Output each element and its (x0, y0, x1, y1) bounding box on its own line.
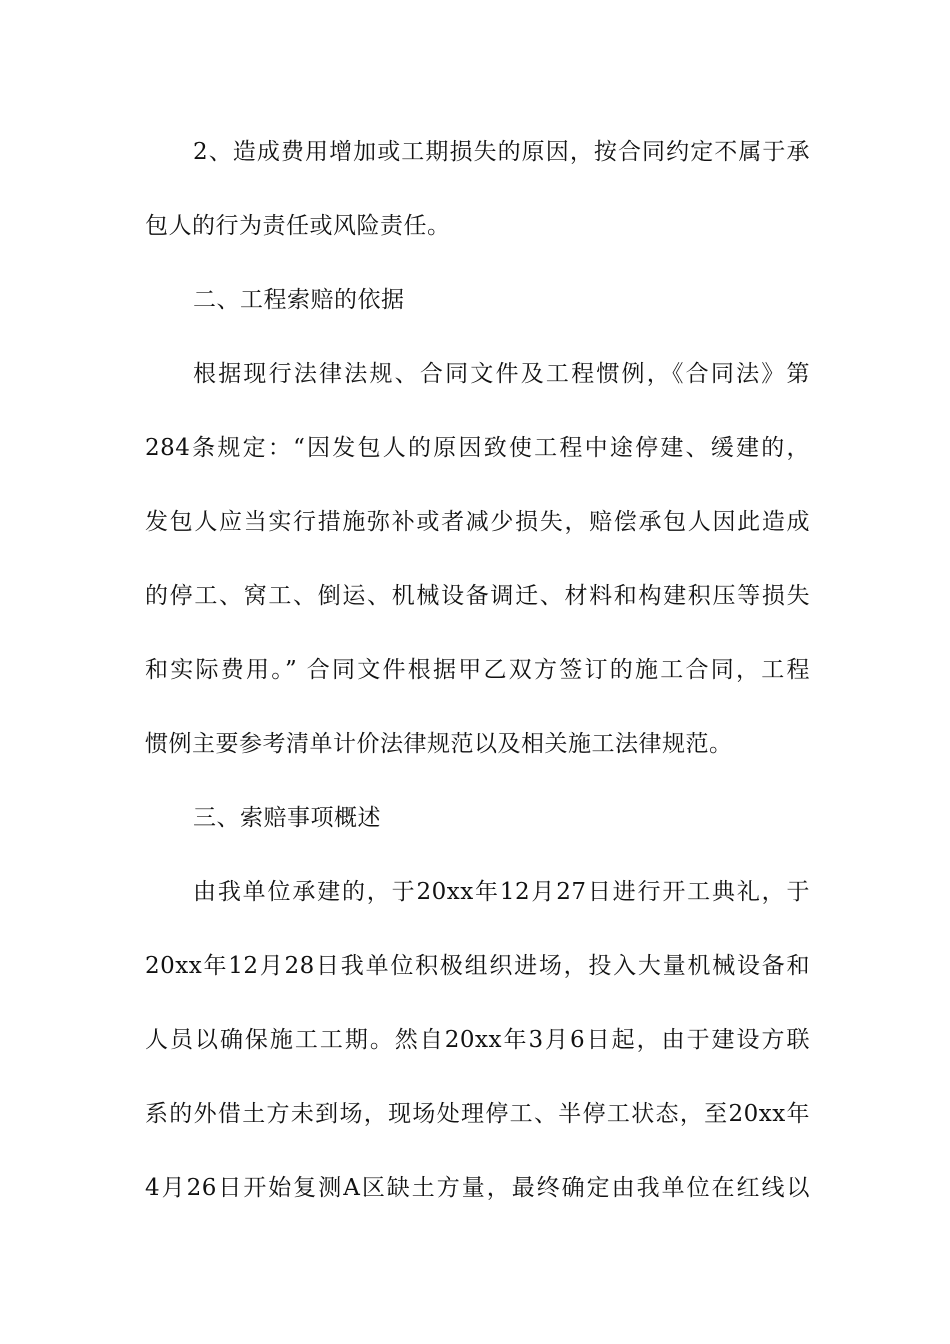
paragraph-line: 根据现行法律法规、合同文件及工程惯例，《合同法》第 (193, 361, 810, 387)
section-heading: 二、工程索赔的依据 (193, 287, 405, 313)
paragraph-line: 包人的行为责任或风险责任。 (145, 213, 451, 239)
paragraph-line: 由我单位承建的，于20xx年12月27日进行开工典礼，于 (193, 879, 810, 905)
paragraph-line: 惯例主要参考清单计价法律规范以及相关施工法律规范。 (145, 731, 733, 757)
paragraph-line: 2、造成费用增加或工期损失的原因，按合同约定不属于承 (193, 139, 810, 165)
paragraph-line: 4月26日开始复测A区缺土方量，最终确定由我单位在红线以 (145, 1175, 810, 1201)
paragraph-line: 发包人应当实行措施弥补或者减少损失，赔偿承包人因此造成 (145, 509, 810, 535)
paragraph-line: 系的外借土方未到场，现场处理停工、半停工状态，至20xx年 (145, 1101, 810, 1127)
paragraph-line: 人员以确保施工工期。然自20xx年3月6日起，由于建设方联 (145, 1027, 810, 1053)
paragraph-line: 284条规定：“因发包人的原因致使工程中途停建、缓建的， (145, 435, 810, 461)
section-heading: 三、索赔事项概述 (193, 805, 381, 831)
paragraph-line: 20xx年12月28日我单位积极组织进场，投入大量机械设备和 (145, 953, 810, 979)
paragraph-line: 的停工、窝工、倒运、机械设备调迁、材料和构建积压等损失 (145, 583, 810, 609)
paragraph-line: 和实际费用。” 合同文件根据甲乙双方签订的施工合同，工程 (145, 657, 810, 683)
